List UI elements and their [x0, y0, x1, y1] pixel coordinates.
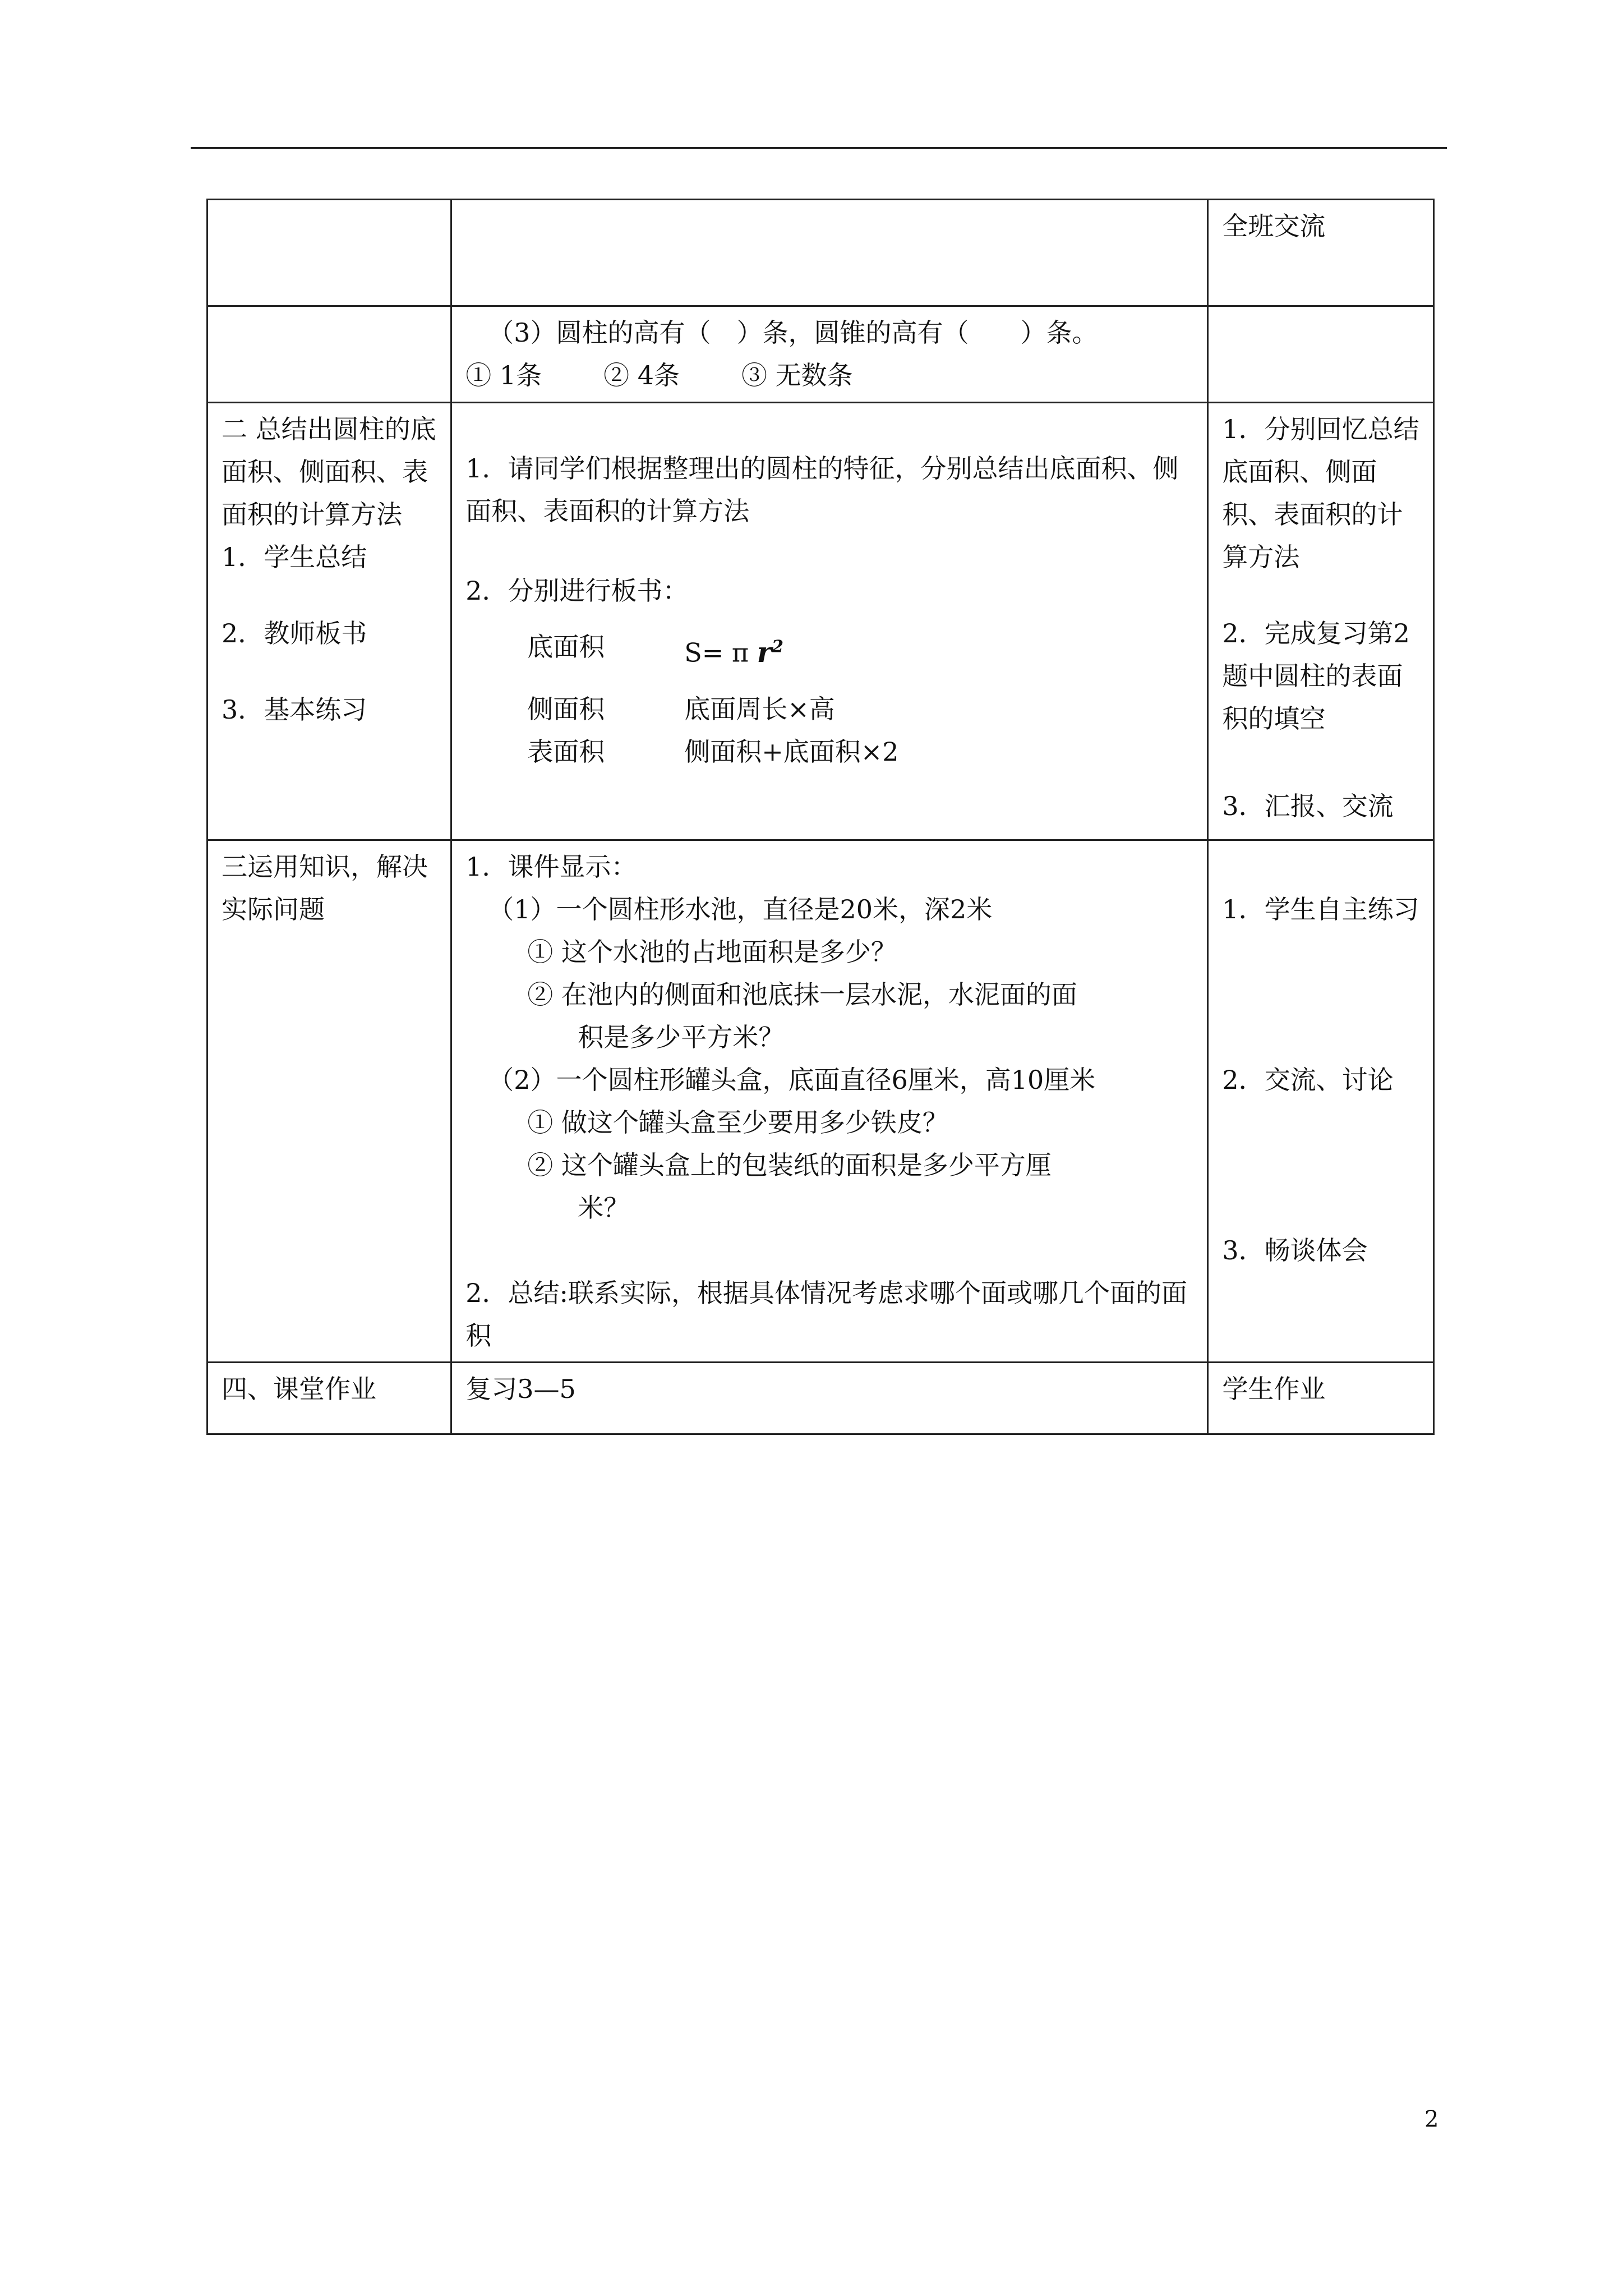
radius-symbol: [757, 636, 783, 669]
spacer: [465, 674, 1193, 688]
formula-prefix: S= π: [684, 637, 757, 668]
row3-col1: [208, 403, 451, 840]
problem-1a: ① 这个水池的占地面积是多少？: [527, 937, 897, 967]
row1-col2: [451, 200, 1208, 306]
activity-item: 3．畅谈体会: [1222, 1235, 1368, 1266]
instruction: 2．分别进行板书：: [465, 576, 689, 606]
activity-item: 3．汇报、交流: [1222, 791, 1394, 821]
option-2: ② 4条: [603, 360, 680, 390]
activity-item: 1．分别回忆总结底面积、侧面积、表面积的计算方法: [1222, 414, 1419, 572]
spacer: [1222, 1101, 1419, 1229]
row2-col3: [1208, 306, 1434, 403]
row1-col1: [208, 200, 451, 306]
list-item: 3．基本练习: [222, 694, 367, 725]
row2-col2: [451, 306, 1208, 403]
spacer: [1222, 845, 1419, 888]
row3-col2: [451, 403, 1208, 840]
option-1: ① 1条: [465, 360, 542, 390]
formula-base: [465, 625, 1193, 674]
spacer: [465, 1229, 1193, 1272]
problem-1: （1）一个圆柱形水池，直径是20米，深2米: [488, 894, 993, 924]
list-item: 1．学生总结: [222, 542, 367, 572]
spacer: [1222, 931, 1419, 1059]
section-title: 二 总结出圆柱的底面积、侧面积、表面积的计算方法: [222, 414, 436, 530]
row5-col1: [208, 1363, 451, 1434]
table-row: [208, 403, 1434, 840]
row4-col2: [451, 840, 1208, 1363]
formula-name: 底面积: [527, 632, 605, 662]
row5-col2: [451, 1363, 1208, 1434]
lesson-plan-table: [206, 199, 1435, 1435]
courseware-heading: 1．课件显示：: [465, 852, 637, 882]
cell-text: 全班交流: [1222, 211, 1326, 241]
spacer: [465, 612, 1193, 625]
section-title: 三运用知识，解决实际问题: [222, 852, 428, 924]
formula-expr: [684, 625, 783, 674]
spacer: [465, 408, 1193, 447]
problem-1b-cont: 积是多少平方米？: [578, 1022, 785, 1052]
row4-col3: [1208, 840, 1434, 1363]
spacer: [1222, 578, 1419, 612]
formula-expr: 侧面积+底面积×2: [684, 736, 899, 767]
activity-item: 学生作业: [1222, 1374, 1326, 1404]
formula-lateral: [465, 688, 1193, 730]
row3-col3: [1208, 403, 1434, 840]
spacer: [1222, 740, 1419, 785]
spacer: [222, 655, 437, 688]
summary: 2．总结:联系实际，根据具体情况考虑求哪个面或哪几个面的面积: [465, 1278, 1187, 1351]
formula-expr: 底面周长×高: [684, 693, 835, 724]
row1-col3: [1208, 200, 1434, 306]
row5-col3: [1208, 1363, 1434, 1434]
exponent: 2: [772, 637, 783, 656]
r-letter: r: [757, 635, 772, 669]
homework-text: 复习3—5: [465, 1374, 576, 1404]
row2-col1: [208, 306, 451, 403]
formula-name: 表面积: [527, 736, 605, 767]
table-row: [208, 1363, 1434, 1434]
problem-2b-cont: 米？: [578, 1193, 630, 1223]
formula-name: 侧面积: [527, 693, 605, 724]
options: [465, 354, 1193, 397]
spacer: [465, 532, 1193, 569]
page-number: 2: [1424, 2106, 1439, 2132]
option-3: ③ 无数条: [741, 360, 853, 390]
activity-item: 1．学生自主练习: [1222, 894, 1419, 924]
question-3: （3）圆柱的高有（ ）条，圆锥的高有（ ）条。: [488, 318, 1098, 348]
table-row: [208, 200, 1434, 306]
problem-2: （2）一个圆柱形罐头盒，底面直径6厘米，高10厘米: [488, 1065, 1096, 1095]
section-title: 四、课堂作业: [222, 1374, 376, 1404]
problem-2b: ② 这个罐头盒上的包装纸的面积是多少平方厘: [527, 1150, 1052, 1180]
problem-2a: ① 做这个罐头盒至少要用多少铁皮？: [527, 1107, 948, 1138]
problem-1b: ② 在池内的侧面和池底抹一层水泥，水泥面的面: [527, 979, 1077, 1010]
spacer: [222, 578, 437, 612]
activity-item: 2．完成复习第2题中圆柱的表面积的填空: [1222, 618, 1410, 734]
instruction: 1．请同学们根据整理出的圆柱的特征，分别总结出底面积、侧面积、表面积的计算方法: [465, 453, 1179, 526]
formula-surface: [465, 730, 1193, 773]
table-row: [208, 306, 1434, 403]
list-item: 2．教师板书: [222, 618, 367, 648]
header-rule: [191, 147, 1447, 149]
activity-item: 2．交流、讨论: [1222, 1065, 1394, 1095]
table-row: [208, 840, 1434, 1363]
row4-col1: [208, 840, 451, 1363]
